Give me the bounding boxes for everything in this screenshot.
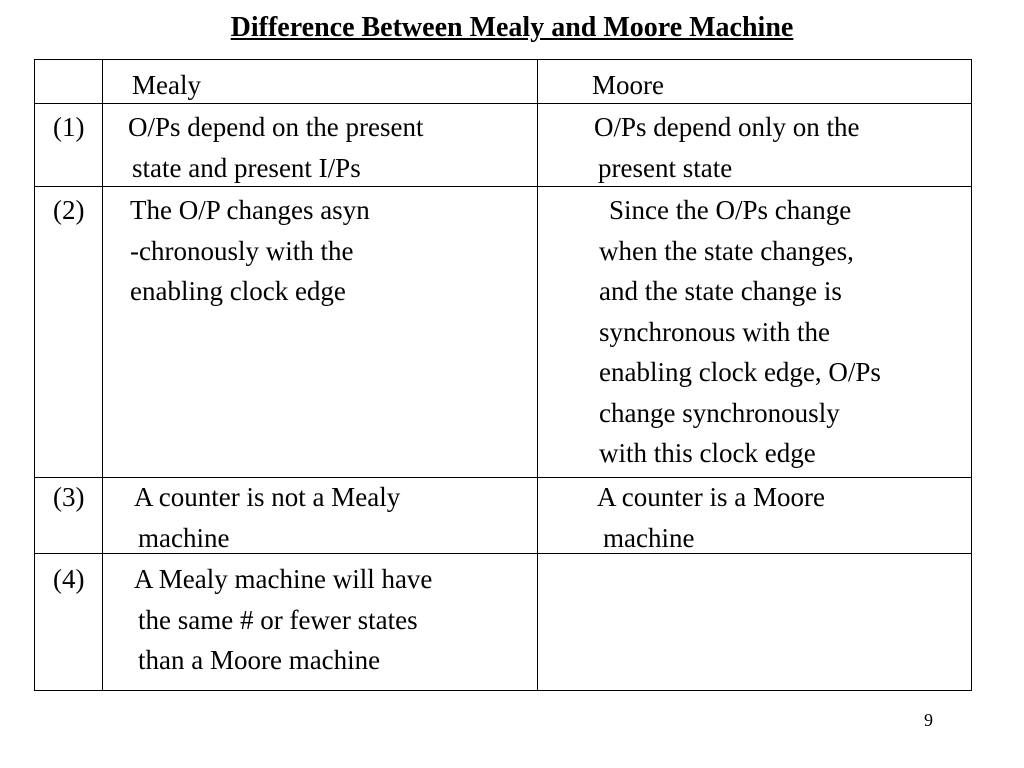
text-line: when the state changes,: [599, 235, 854, 266]
column-divider-mealy-moore: [537, 60, 538, 690]
header-mealy: Mealy: [132, 70, 201, 100]
text-line: and the state change is: [599, 276, 842, 306]
text-line: state and present I/Ps: [132, 152, 361, 183]
row-3-mealy-text: [134, 477, 400, 558]
text-line: A counter is not a Mealy: [134, 482, 401, 512]
text-line: O/Ps depend only on the: [594, 112, 860, 142]
text-line: with this clock edge: [599, 438, 816, 468]
text-line: Since the O/Ps change: [609, 195, 852, 225]
row-number-3: (3): [53, 482, 85, 512]
text-line: than a Moore machine: [138, 645, 381, 675]
row-number-2: (2): [53, 195, 85, 225]
text-line: machine: [138, 522, 230, 553]
text-line: A counter is a Moore: [597, 482, 825, 512]
text-line: -chronously with the: [130, 235, 354, 266]
header-moore: Moore: [592, 70, 664, 100]
text-line: the same # or fewer states: [138, 604, 418, 635]
text-line: enabling clock edge, O/Ps: [599, 357, 881, 387]
text-line: A Mealy machine will have: [134, 564, 433, 594]
page-number: 9: [924, 710, 933, 730]
text-line: enabling clock edge: [130, 276, 346, 306]
text-line: present state: [598, 152, 733, 183]
row-1-moore-text: [594, 107, 859, 188]
row-number-4: (4): [53, 564, 85, 594]
text-line: O/Ps depend on the present: [128, 112, 424, 142]
row-2-mealy-text: [130, 190, 370, 312]
text-line: machine: [603, 522, 695, 553]
row-3-moore-text: [597, 477, 825, 558]
row-4-mealy-text: [134, 559, 432, 681]
row-2-moore-text: [599, 190, 881, 474]
column-divider-number: [102, 60, 103, 690]
text-line: synchronous with the: [599, 316, 830, 347]
text-line: The O/P changes asyn: [130, 195, 370, 225]
row-number-1: (1): [53, 112, 85, 142]
slide-title: Difference Between Mealy and Moore Machine: [230, 12, 794, 43]
text-line: change synchronously: [599, 397, 840, 428]
row-1-mealy-text: [128, 107, 423, 188]
